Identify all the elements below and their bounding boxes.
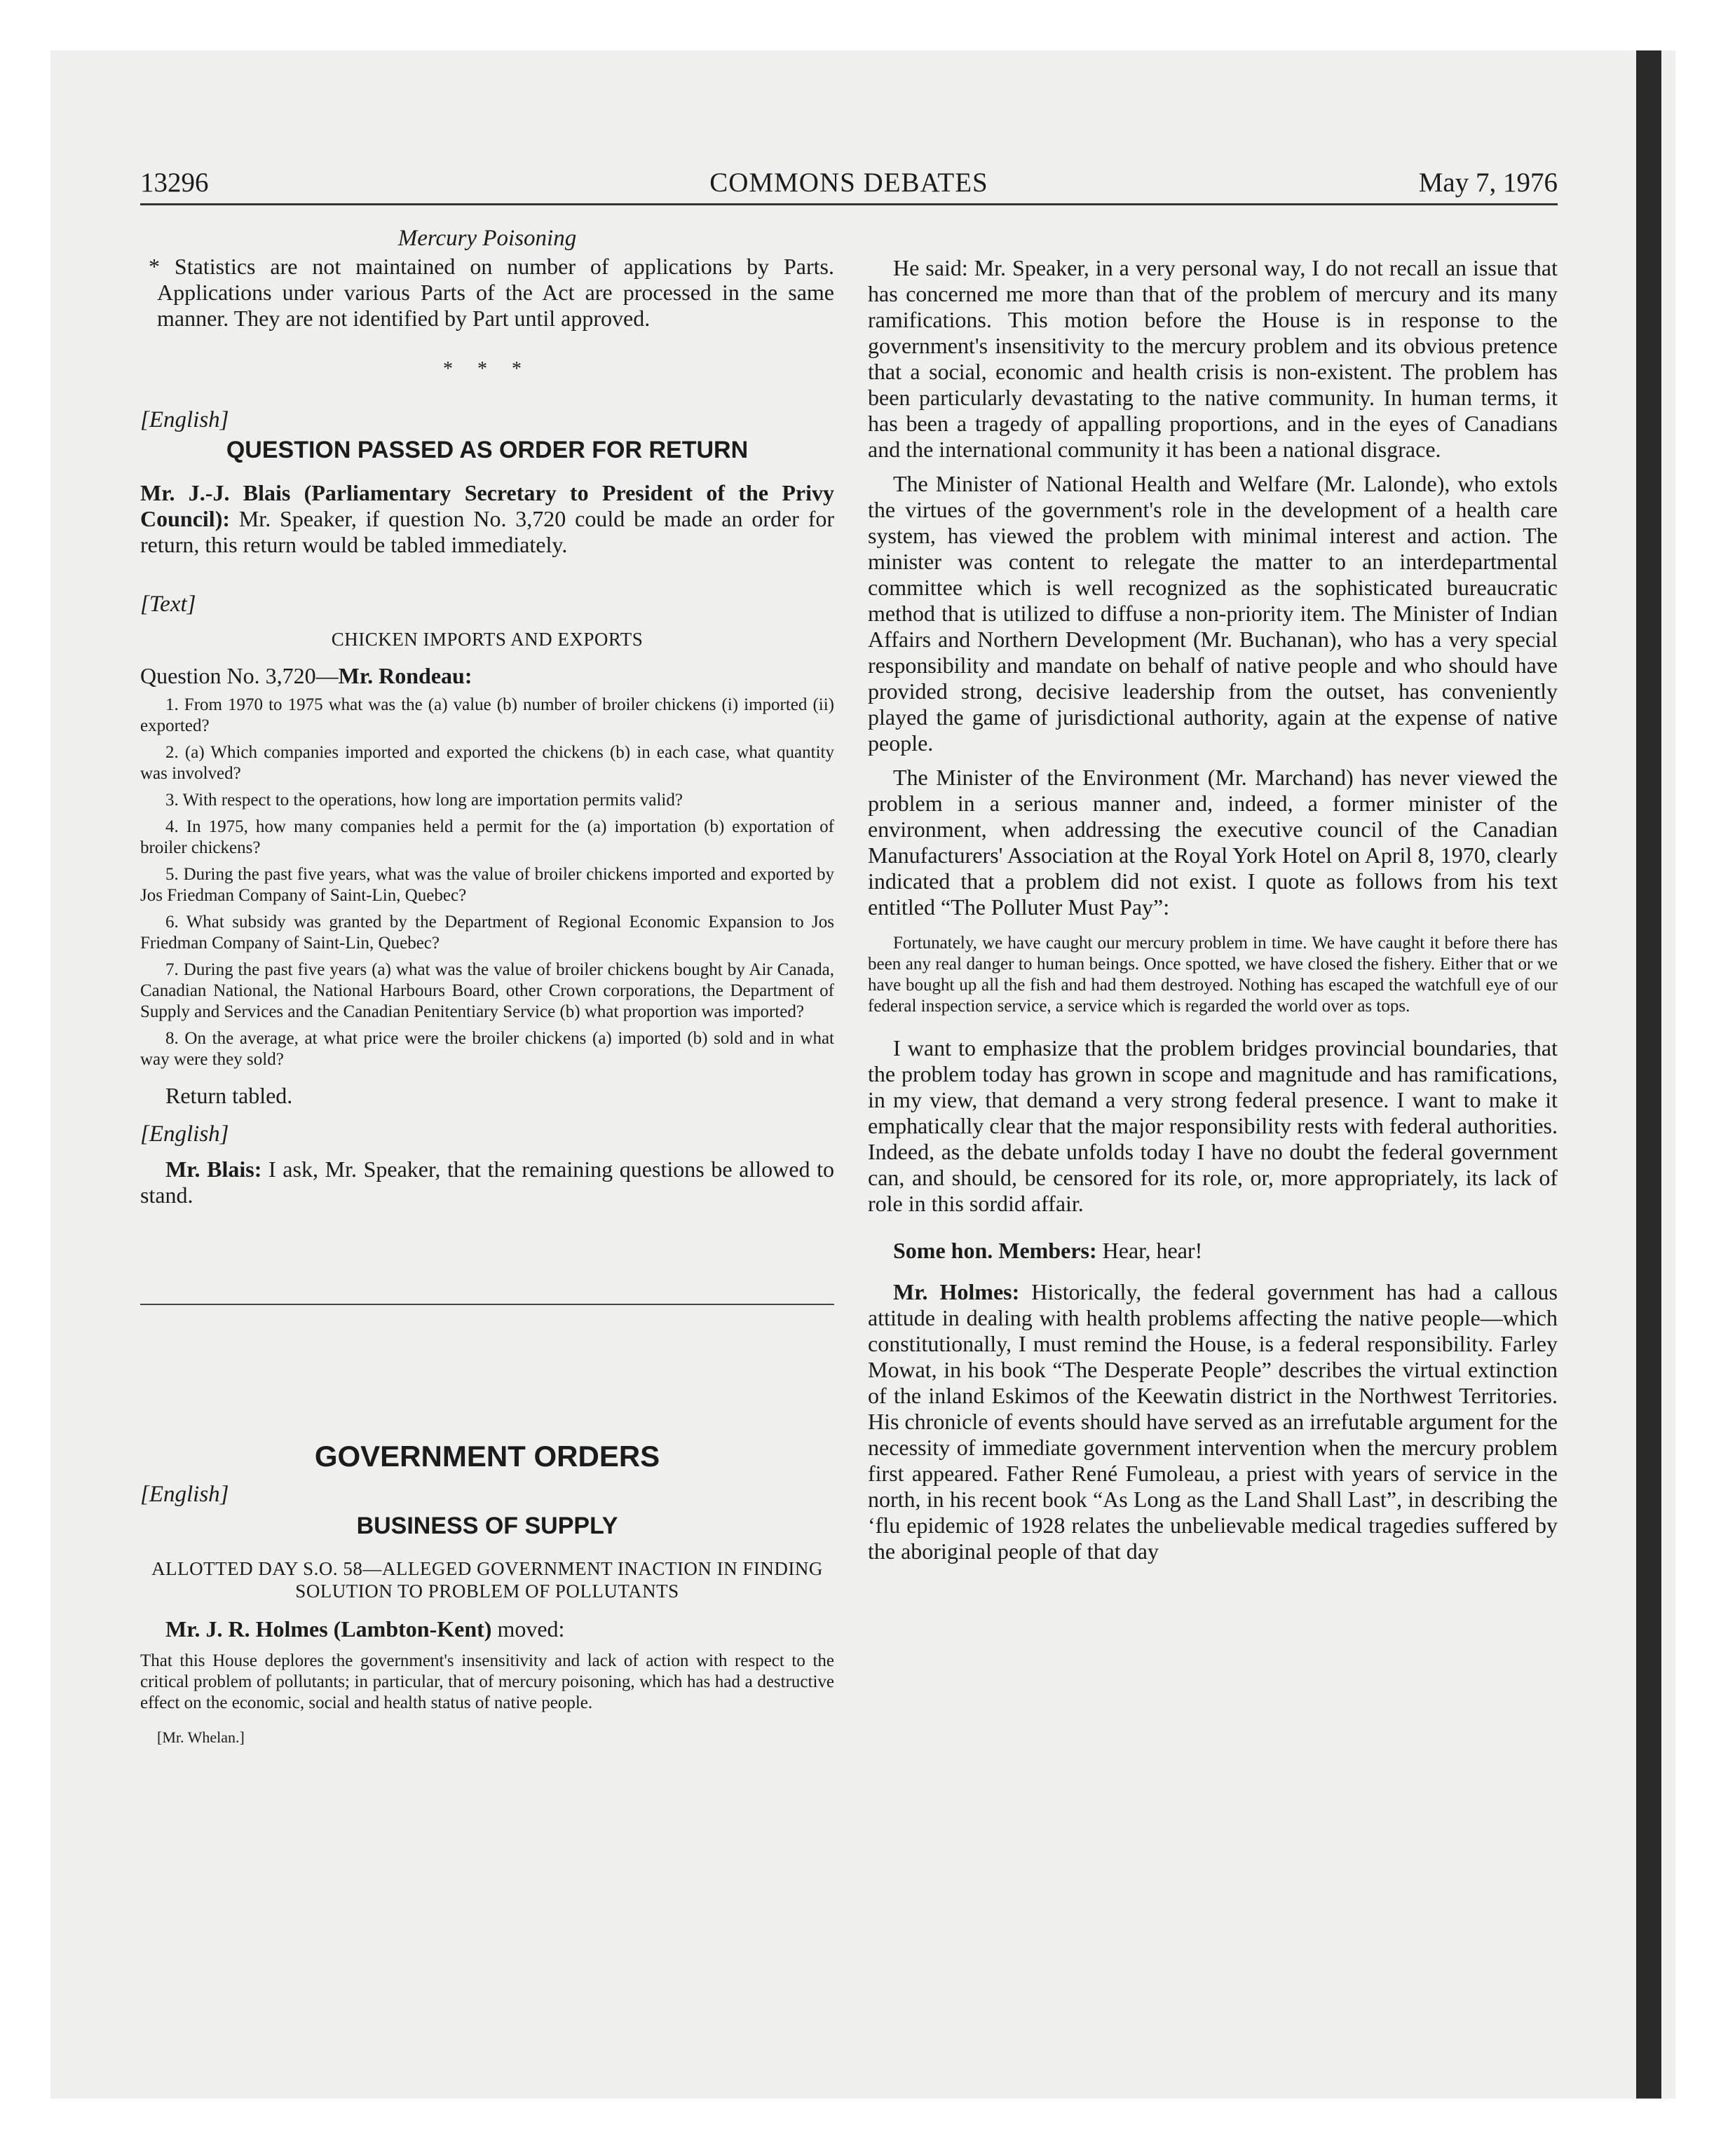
- language-tag-english: [English]: [140, 407, 229, 432]
- mercury-heading: Mercury Poisoning: [397, 226, 577, 251]
- speaker-some-members: Some hon. Members:: [893, 1238, 1097, 1263]
- speaker-margin-note: [Mr. Whelan.]: [157, 1728, 245, 1746]
- question-intro: [140, 663, 834, 689]
- question-item: 4. In 1975, how many companies held a permit for the (a) importation (b) exportation of broiler chickens?: [140, 817, 834, 857]
- page-number: 13296: [140, 168, 209, 198]
- question-item: 2. (a) Which companies imported and exported the chickens (b) in each case, what quantity was involved?: [140, 743, 834, 783]
- section-stars: * * *: [443, 358, 531, 380]
- scan-edge-shadow: [1636, 50, 1661, 2099]
- return-tabled: Return tabled.: [165, 1083, 293, 1108]
- holmes-paragraph-3: The Minister of the Environment (Mr. Marchand) has never viewed the problem in a serious manner and, indeed, a former minister of the environment, when addressing the executive council of the Canadian Manufacturers' Association at the Royal York Hotel on April 8, 1970, clearly indicated that a problem did not exist. I quote as follows from his text entitled “The Polluter Must Pay”:: [868, 765, 1558, 920]
- question-member: Mr. Rondeau:: [338, 663, 472, 688]
- chicken-heading: CHICKEN IMPORTS AND EXPORTS: [331, 629, 644, 650]
- language-tag-english-2: [English]: [140, 1121, 229, 1147]
- blais-text: Mr. Speaker, if question No. 3,720 could be made an order for return, this return would be tabled immediately.: [140, 506, 834, 557]
- question-item: 1. From 1970 to 1975 what was the (a) value (b) number of broiler chickens (i) imported (ii) exported?: [140, 695, 834, 735]
- speaker-holmes-2: Mr. Holmes:: [893, 1279, 1020, 1304]
- question-item: 3. With respect to the operations, how long are importation permits valid?: [165, 791, 683, 810]
- question-item: 7. During the past five years (a) what was the value of broiler chickens bought by Air Canada, Canadian National, the National Harbours Board, other Crown corporations, the Department of Supply and Services and the Canadian Penitentiary Service (b) what proportion was imported?: [140, 960, 834, 1021]
- hear-hear-text: Hear, hear!: [1096, 1238, 1203, 1263]
- blais-statement: [140, 480, 834, 558]
- blais-request: [140, 1157, 834, 1208]
- language-tag-english-3: [English]: [140, 1482, 229, 1507]
- holmes-history-text: Historically, the federal government has had a callous attitude in dealing with health problems affecting the native people—which constitutionally, I must remind the House, is a federal responsibility. Farley Mowat, in his book “The Desperate People” describes the virtual extinction of the inland Eskimos of the Keewatin district in the Northwest Territories. His chronicle of events should have served as an irrefutable argument for the necessity of immediate government intervention when the mercury problem first appeared. Father René Fumoleau, a priest with years of service in the north, in his recent book “As Long as the Land Shall Last”, in describing the ‘flu epidemic of 1928 relates the unbelievable medical tragedies suffered by the aboriginal people of that day: [868, 1279, 1558, 1564]
- speaker-blais-2: Mr. Blais:: [165, 1157, 262, 1182]
- question-items: [140, 695, 834, 1070]
- page-date: May 7, 1976: [1418, 168, 1558, 198]
- allotted-day-heading: ALLOTTED DAY S.O. 58—ALLEGED GOVERNMENT INACTION IN FINDING SOLUTION TO PROBLEM OF POLLUTANTS: [151, 1558, 823, 1602]
- publication-title: COMMONS DEBATES: [709, 168, 988, 198]
- holmes-paragraph-4: I want to emphasize that the problem bridges provincial boundaries, that the problem today has grown in scope and magnitude and has ramifications, in my view, that demand a very strong federal presence. I want to make it emphatically clear that the major responsibility rests with federal authorities. Indeed, as the debate unfolds today I have no doubt the federal government can, and should, be censored for its role, or, more appropriately, its lack of role in this sordid affair.: [868, 1035, 1558, 1216]
- question-item: 6. What subsidy was granted by the Department of Regional Economic Expansion to Jos Friedman Company of Saint-Lin, Quebec?: [140, 913, 834, 953]
- question-number: Question No. 3,720—: [140, 663, 339, 688]
- right-column: [868, 255, 1558, 1564]
- section-divider: [140, 1304, 834, 1305]
- speaker-holmes: Mr. J. R. Holmes (Lambton-Kent): [165, 1616, 492, 1642]
- holmes-moved: [140, 1616, 834, 1642]
- statistics-footnote: * Statistics are not maintained on number of applications by Parts. Applications under various Parts of the Act are processed in the same manner. They are not identified by Part until approved.: [149, 254, 834, 331]
- blais-request-text: I ask, Mr. Speaker, that the remaining questions be allowed to stand.: [140, 1157, 835, 1208]
- speaker-blais: Mr. J.-J. Blais (Parliamentary Secretary to President of the Privy Council):: [140, 480, 834, 531]
- page-header: [140, 167, 1558, 205]
- moved-text: moved:: [491, 1616, 565, 1642]
- holmes-paragraph-5: [868, 1279, 1558, 1564]
- motion-text: That this House deplores the government's insensitivity and lack of action with respect to the critical problem of pollutants; in particular, that of mercury poisoning, which has had a destructive effect on the economic, social and health status of native people.: [140, 1651, 834, 1712]
- hear-hear: [868, 1238, 1558, 1264]
- heading-question-passed: QUESTION PASSED AS ORDER FOR RETURN: [226, 437, 749, 463]
- holmes-paragraph-1: He said: Mr. Speaker, in a very personal way, I do not recall an issue that has concerned me more than that of the problem of mercury and its many ramifications. This motion before the House is in response to the government's insensitivity to the mercury problem and its obvious pretence that a social, economic and health crisis is non-existent. The problem has been particularly devastating to the native community. In human terms, it has been a tragedy of appalling proportions, and in the eyes of Canadians and the international community it has been a national disgrace.: [868, 255, 1558, 462]
- question-item: 5. During the past five years, what was the value of broiler chickens imported and exported by Jos Friedman Company of Saint-Lin, Quebec?: [140, 865, 834, 905]
- holmes-paragraph-2: The Minister of National Health and Welfare (Mr. Lalonde), who extols the virtues of the government's role in the development of a health care system, has viewed the problem with minimal interest and action. The minister was content to relegate the matter to an interdepartmental committee which is well recognized as the sophisticated bureaucratic method that is utilized to diffuse a non-priority item. The Minister of Indian Affairs and Northern Development (Mr. Buchanan), who has a very special responsibility and mandate on behalf of native people and who should have provided strong, decisive leadership from the outset, has conveniently played the game of jurisdictional authority, again at the expense of native people.: [868, 471, 1558, 756]
- question-item: 8. On the average, at what price were the broiler chickens (a) imported (b) sold and in what way were they sold?: [140, 1029, 834, 1069]
- language-tag-text: [Text]: [140, 592, 196, 617]
- business-of-supply-heading: BUSINESS OF SUPPLY: [356, 1513, 618, 1539]
- left-column: [140, 224, 834, 1747]
- polluter-quote: Fortunately, we have caught our mercury problem in time. We have caught it before there has been any real danger to human beings. Once spotted, we have closed the fishery. Either that or we have bought up all the fish and had them destroyed. Nothing has escaped the watchfull eye of our federal inspection service, a service which is regarded the world over as tops.: [868, 934, 1558, 1016]
- government-orders-heading: GOVERNMENT ORDERS: [314, 1440, 660, 1473]
